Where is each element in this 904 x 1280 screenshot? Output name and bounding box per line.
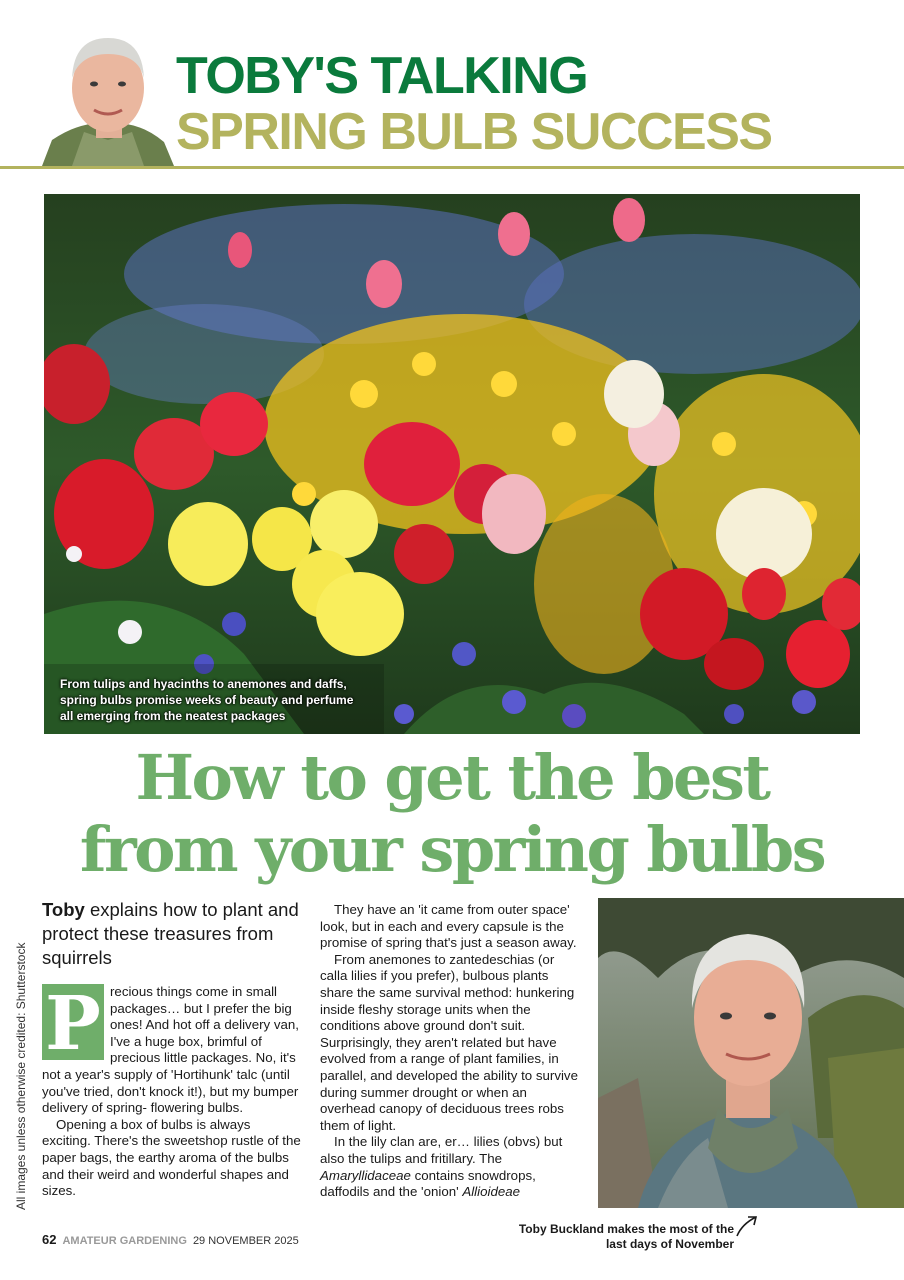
standfirst (42, 898, 302, 970)
article-title (20, 742, 884, 886)
arrow-icon (734, 1214, 760, 1238)
paragraph-2: Opening a box of bulbs is always exciting. There's the sweetshop rustle of the paper bags, the earthy aroma of the bulbs and their weird and wonderful shapes and sizes. (42, 1116, 301, 1199)
hero-caption: From tulips and hyacinths to anemones and daffs, spring bulbs promise weeks of beauty and perfume all emerging from the neatest packages (60, 677, 354, 723)
author-photo-caption: Toby Buckland makes the most of the last days of November (518, 1222, 734, 1251)
page-footer (42, 1232, 299, 1247)
kicker-heading: TOBY'S TALKING (176, 47, 588, 105)
title-line-2: from your spring bulbs (79, 813, 825, 886)
image-credit: All images unless otherwise credited: Shutterstock (14, 942, 28, 1210)
title-line-1: How to get the best (135, 741, 769, 814)
standfirst-name: Toby (42, 899, 85, 920)
paragraph-5-c: contains snowdrops, daffodils and the 'onion' (320, 1167, 536, 1200)
header-rule (0, 166, 904, 169)
paragraph-5-b: Amaryllidaceae (320, 1167, 411, 1183)
first-paragraph (42, 981, 302, 1117)
paragraph-5-d: Allioideae (462, 1184, 521, 1200)
drop-cap: P (42, 984, 104, 1060)
hero-flower-photo (44, 194, 860, 734)
column-1 (42, 898, 302, 1200)
issue-date: 29 NOVEMBER 2025 (192, 1235, 299, 1247)
magazine-name: AMATEUR GARDENING (62, 1235, 187, 1247)
standfirst-text: explains how to plant and protect these treasures from squirrels (42, 899, 299, 968)
paragraph-3: They have an 'it came from outer space' look, but in each and every capsule is the promise of spring that's just a season away. (320, 902, 577, 951)
page-number: 62 (42, 1232, 57, 1247)
sub-heading: SPRING BULB SUCCESS (176, 103, 772, 161)
author-photo (598, 898, 904, 1208)
paragraph-4: From anemones to zantedeschias (or calla lilies if you prefer), bulbous plants share the same survival method: hunkering inside fleshy storage units when the conditions above ground don't suit. Surprisingly, they aren't related but have evolved from a range of plant families, in parallel, and developed the ability to survive during summer drought or when an overhead canopy of deciduous trees robs them of light. (320, 951, 578, 1133)
paragraph-5-a: In the lily clan are, er… lilies (obvs) but also the tulips and fritillary. The (320, 1134, 563, 1166)
paragraph-5 (320, 1134, 584, 1200)
paragraph-1: recious things come in small packages… but I prefer the big ones! And hot off a delivery van, I've a huge box, brimful of precious little packages. No, it's not a year's supply of 'Hortihunk' talc (until you've tried, don't knock it!), but my bumper delivery of spring- flowering bulbs. (42, 984, 299, 1116)
column-2 (320, 902, 584, 1201)
author-portrait (42, 20, 174, 166)
